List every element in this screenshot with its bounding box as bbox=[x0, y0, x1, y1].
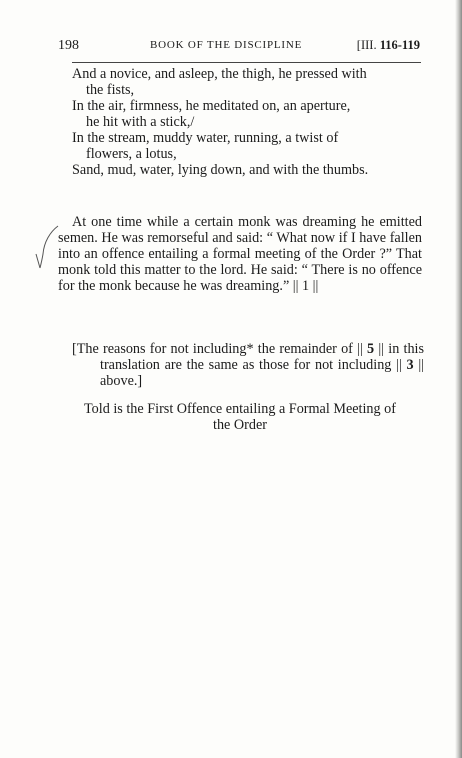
section-ref-prefix: [III. bbox=[356, 38, 380, 52]
verse-summary bbox=[72, 66, 424, 178]
page-edge-shadow bbox=[455, 0, 462, 758]
story-text: At one time while a certain monk was dreaming he emitted semen. He was remorseful and said: “ What now if I have fallen into an offence entailing a formal meeting of the Order ?” That monk told this matter to the lord. He said: “ There is no offence for the monk because he was dreaming.” || 1 || bbox=[58, 214, 422, 294]
verse-line-3-continuation: flowers, a lotus, bbox=[86, 146, 177, 162]
closing-line-2: the Order bbox=[213, 417, 267, 433]
closing-line-1: Told is the First Offence entailing a Formal Meeting of bbox=[84, 401, 396, 417]
closing-statement bbox=[58, 401, 422, 433]
verse-line-2: In the air, firmness, he meditated on, an aperture, bbox=[72, 98, 351, 114]
section-reference bbox=[357, 38, 420, 53]
verse-line-1: And a novice, and asleep, the thigh, he pressed with bbox=[72, 66, 367, 82]
verse-line-2-continuation: he hit with a stick,/ bbox=[86, 114, 195, 130]
note-text bbox=[72, 341, 424, 389]
verse-line-4: Sand, mud, water, lying down, and with the thumbs. bbox=[72, 162, 369, 178]
note-text-start: [The reasons for not including* the remainder of || bbox=[72, 341, 368, 357]
running-title: BOOK OF THE DISCIPLINE bbox=[150, 39, 303, 51]
translator-note bbox=[72, 341, 424, 389]
dream-story-paragraph bbox=[58, 214, 422, 294]
verse-line-3: In the stream, muddy water, running, a twist of bbox=[72, 130, 339, 146]
running-header bbox=[58, 38, 420, 56]
note-ref-5: 5 bbox=[367, 341, 375, 357]
pencil-margin-mark bbox=[34, 224, 60, 270]
page-number: 198 bbox=[58, 38, 79, 53]
header-rule bbox=[72, 62, 421, 63]
note-ref-3: 3 bbox=[406, 357, 414, 373]
note-text-middle: || in this translation are the same as those for not including || bbox=[100, 341, 425, 373]
note-text-end: || above.] bbox=[100, 357, 425, 389]
verse-line-1-continuation: the fists, bbox=[86, 82, 135, 98]
section-ref-numbers: 116-119 bbox=[379, 38, 420, 52]
